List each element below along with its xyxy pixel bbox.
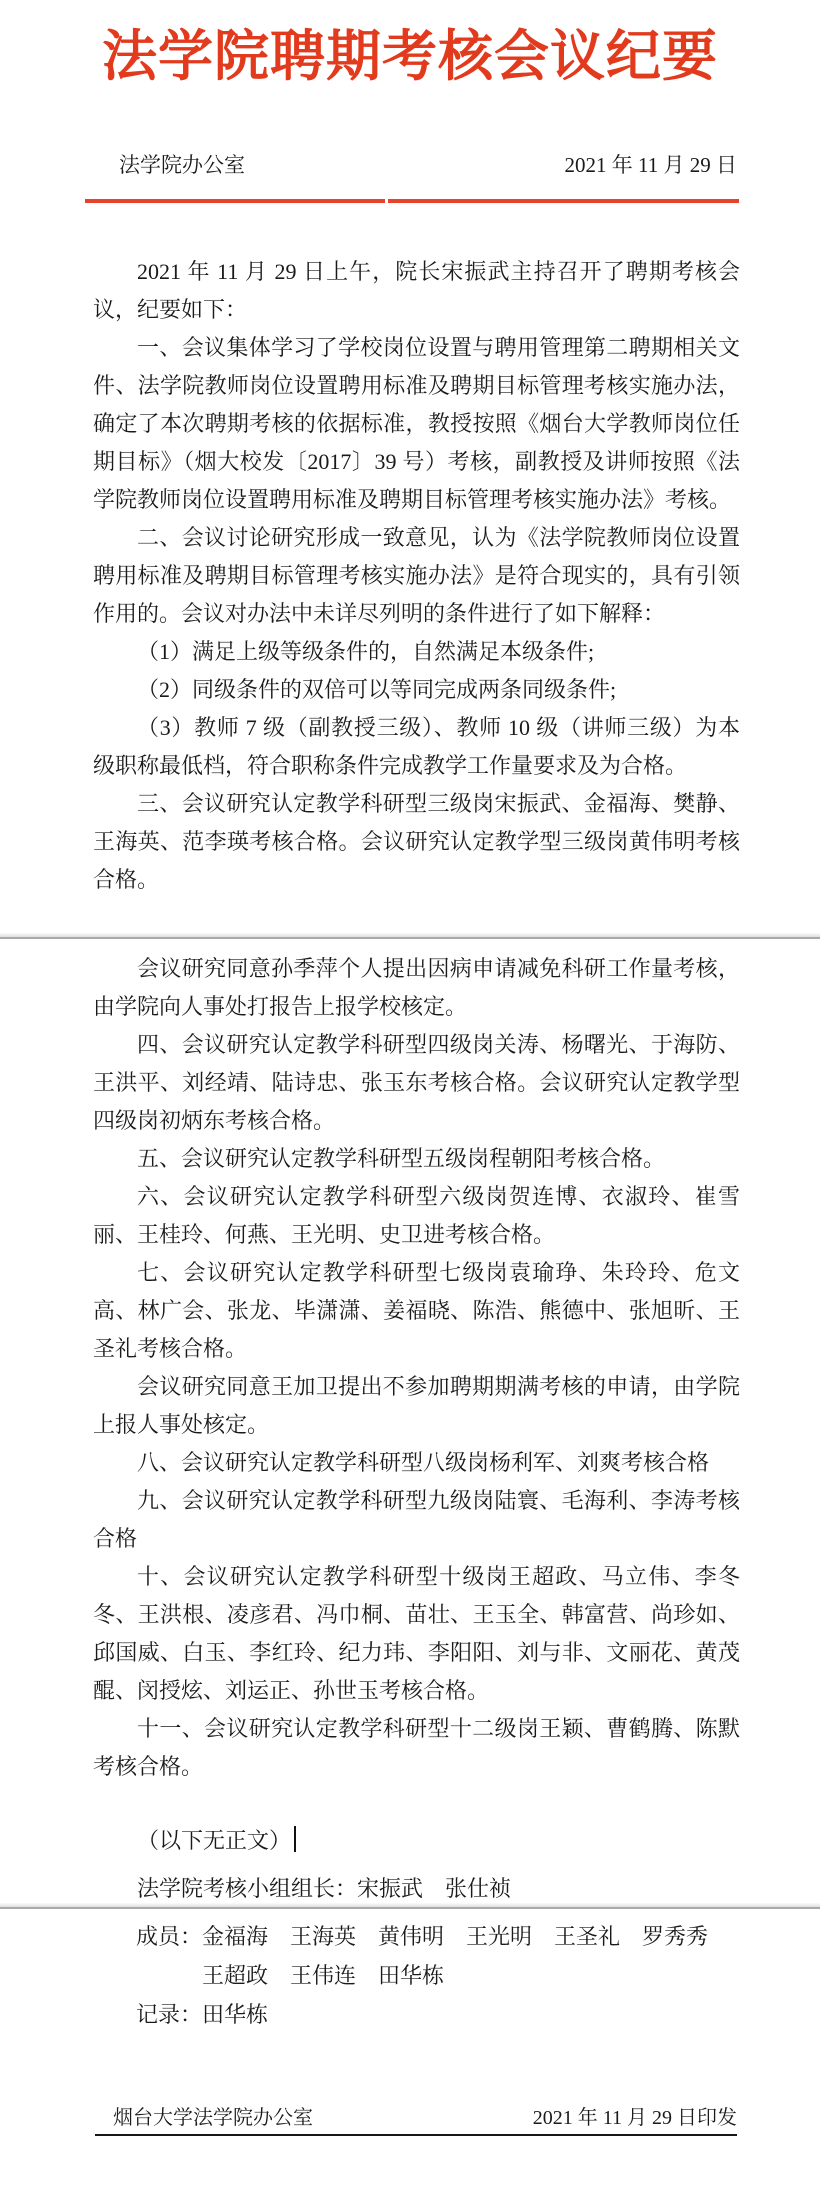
paragraph: 三、会议研究认定教学科研型三级岗宋振武、金福海、樊静、王海英、范李瑛考核合格。会议研究认定教学型三级岗黄伟明考核合格。 — [93, 791, 740, 892]
paragraph: 九、会议研究认定教学科研型九级岗陆寰、毛海利、李涛考核合格 — [93, 1488, 740, 1551]
paragraph: 四、会议研究认定教学科研型四级岗关涛、杨曙光、于海防、王洪平、刘经靖、陆诗忠、张玉东考核合格。会议研究认定教学型四级岗初炳东考核合格。 — [93, 1032, 740, 1133]
members-label: 成员： — [136, 1924, 203, 1949]
members-names-line: 王超政 王伟连 田华栋 — [202, 1963, 445, 1988]
paragraph: 五、会议研究认定教学科研型五级岗程朝阳考核合格。 — [137, 1146, 666, 1171]
paragraph: 会议研究同意孙季萍个人提出因病申请减免科研工作量考核，由学院向人事处打报告上报学校核定。 — [93, 956, 740, 1019]
document-footer — [95, 2105, 737, 2136]
footer-office: 烟台大学法学院办公室 — [113, 2107, 313, 2129]
issuing-office: 法学院办公室 — [119, 153, 245, 177]
paragraph: （1）满足上级等级条件的，自然满足本级条件; — [137, 639, 595, 664]
recorder-row — [136, 1995, 820, 2034]
red-rule-left-segment — [85, 199, 385, 203]
paragraph: 二、会议讨论研究形成一致意见，认为《法学院教师岗位设置聘用标准及聘期目标管理考核实施办法》是符合现实的，具有引领作用的。会议对办法中未详尽列明的条件进行了如下解释： — [93, 525, 740, 626]
no-body-text-note — [137, 1826, 296, 1856]
red-divider-line — [85, 199, 739, 203]
no-body-text-label: （以下无正文） — [137, 1828, 292, 1853]
members-names — [202, 1917, 820, 1995]
paragraph: 2021 年 11 月 29 日上午，院长宋振武主持召开了聘期考核会议，纪要如下： — [93, 259, 740, 322]
page-title: 法学院聘期考核会议纪要 — [101, 26, 718, 87]
red-rule-right-segment — [388, 199, 739, 203]
signoff-block — [136, 1917, 820, 2034]
members-names-line: 金福海 王海英 黄伟明 王光明 王圣礼 罗秀秀 — [202, 1924, 709, 1949]
recorder-name: 田华栋 — [202, 2002, 269, 2027]
paragraph: 八、会议研究认定教学科研型八级岗杨利军、刘爽考核合格 — [137, 1450, 710, 1475]
recorder-label: 记录： — [136, 2002, 203, 2027]
document-header — [93, 152, 737, 178]
assessment-group-leaders-line: 法学院考核小组组长：宋振武 张仕祯 — [137, 1876, 512, 1901]
paragraph: 十一、会议研究认定教学科研型十二级岗王颖、曹鹤腾、陈默考核合格。 — [93, 1716, 740, 1779]
page1-body — [93, 253, 740, 899]
document-page-3 — [0, 1909, 820, 2194]
document-page-2 — [0, 939, 820, 1903]
document-page-1 — [0, 0, 820, 933]
paragraph: （3）教师 7 级（副教授三级）、教师 10 级（讲师三级）为本级职称最低档，符合职称条件完成教学工作量要求及为合格。 — [93, 715, 740, 778]
paragraph: 十、会议研究认定教学科研型十级岗王超政、马立伟、李冬冬、王洪根、凌彦君、冯巾桐、苗壮、王玉全、韩富营、尚珍如、邱国威、白玉、李红玲、纪力玮、李阳阳、刘与非、文丽花、黄茂醌、闵授炫、刘运正、孙世玉考核合格。 — [93, 1564, 740, 1703]
paragraph: 一、会议集体学习了学校岗位设置与聘用管理第二聘期相关文件、法学院教师岗位设置聘用标准及聘期目标管理考核实施办法，确定了本次聘期考核的依据标准，教授按照《烟台大学教师岗位任期目标》（烟大校发〔2017〕39 号）考核，副教授及讲师按照《法学院教师岗位设置聘用标准及聘期目标管理考核实施办法》考核。 — [93, 335, 740, 512]
text-cursor — [294, 1826, 296, 1852]
members-row — [136, 1917, 820, 1995]
page2-body — [0, 939, 820, 1786]
paragraph: （2）同级条件的双倍可以等同完成两条同级条件; — [137, 677, 617, 702]
paragraph: 七、会议研究认定教学科研型七级岗袁瑜琤、朱玲玲、危文高、林广会、张龙、毕潇潇、姜福晓、陈浩、熊德中、张旭昕、王圣礼考核合格。 — [93, 1260, 740, 1361]
header-date: 2021 年 11 月 29 日 — [564, 153, 737, 177]
paragraph: 六、会议研究认定教学科研型六级岗贺连博、衣淑玲、崔雪丽、王桂玲、何燕、王光明、史卫进考核合格。 — [93, 1184, 740, 1247]
paragraph: 会议研究同意王加卫提出不参加聘期期满考核的申请，由学院上报人事处核定。 — [93, 1374, 740, 1437]
footer-print-date: 2021 年 11 月 29 日印发 — [532, 2107, 737, 2129]
